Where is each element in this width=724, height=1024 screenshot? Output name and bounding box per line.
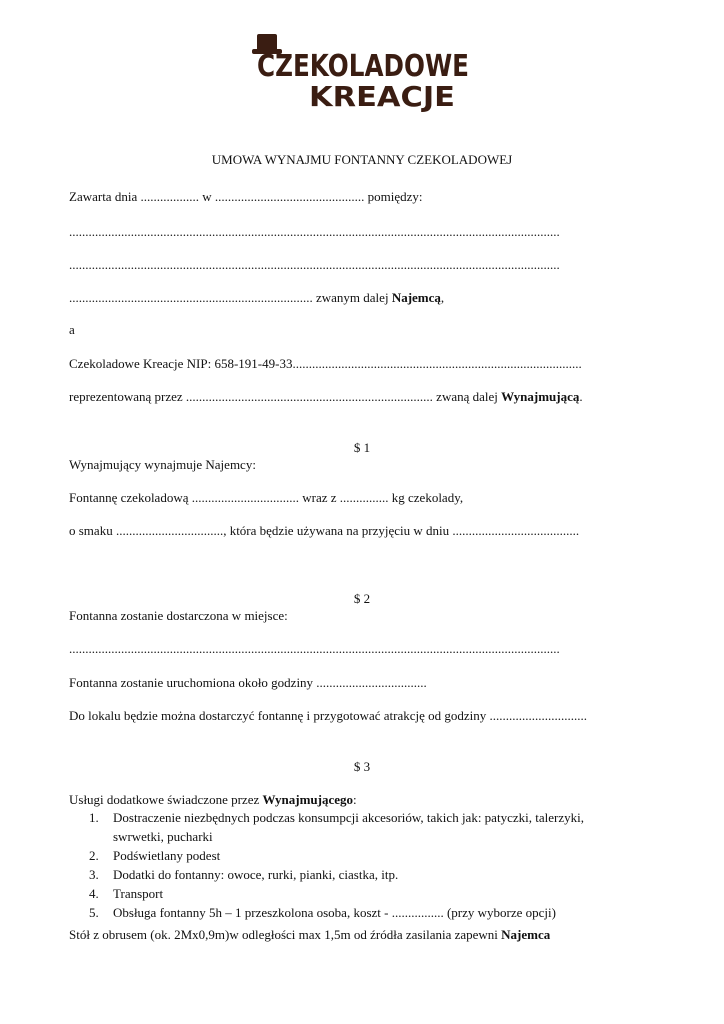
wynajmujaca-label: Wynajmującą bbox=[501, 389, 580, 404]
najemca-line bbox=[69, 290, 655, 306]
list-item-text: Podświetlany podest bbox=[113, 848, 221, 863]
representative-prefix: reprezentowaną przez ............................................................................ zwaną dalej bbox=[69, 389, 502, 404]
party-dots-line-2: ....................................................................................................................................................... bbox=[69, 257, 560, 272]
logo-line1: CZEKOLADOWE bbox=[257, 49, 469, 84]
section-2-dots: ....................................................................................................................................................... bbox=[69, 641, 560, 656]
najemca-final-label: Najemca bbox=[501, 927, 551, 942]
services-list bbox=[69, 808, 699, 922]
najemca-suffix: , bbox=[440, 290, 445, 305]
section-2-line-2: Fontanna zostanie uruchomiona około godziny .................................. bbox=[69, 675, 427, 690]
list-item-number: 3. bbox=[89, 867, 99, 882]
list-item-number: 5. bbox=[89, 905, 99, 920]
table-requirement-prefix: Stół z obrusem (ok. 2Mx0,9m)w odległości max 1,5m od źródła zasilania zapewni bbox=[69, 927, 502, 942]
party-dots-line-1: ....................................................................................................................................................... bbox=[69, 224, 560, 239]
list-item bbox=[89, 808, 699, 827]
section-1-line-3: o smaku ................................., która będzie używana na przyjęciu w dniu ....................................... bbox=[69, 523, 580, 538]
list-item-number: 1. bbox=[89, 810, 99, 825]
section-2-heading: $ 2 bbox=[353, 591, 371, 606]
company-logo bbox=[251, 28, 475, 118]
list-item-text: swrwetki, pucharki bbox=[113, 829, 213, 844]
section-1-line-2: Fontannę czekoladową ................................. wraz z ............... kg czekolady, bbox=[69, 490, 464, 505]
section-3-intro-prefix: Usługi dodatkowe świadczone przez bbox=[69, 792, 263, 807]
list-item bbox=[89, 846, 699, 865]
logo-line2: KREACJE bbox=[309, 80, 455, 113]
wynajmujacego-label: Wynajmującego bbox=[262, 792, 354, 807]
table-requirement-line bbox=[69, 927, 655, 943]
section-3-heading: $ 3 bbox=[353, 759, 371, 774]
list-item-text: Dodatki do fontanny: owoce, rurki, pianki, ciastka, itp. bbox=[113, 867, 399, 882]
representative-line bbox=[69, 389, 655, 405]
logo-graphic bbox=[251, 28, 475, 118]
section-2-line-1: Fontanna zostanie dostarczona w miejsce: bbox=[69, 608, 288, 623]
list-item-text: Obsługa fontanny 5h – 1 przeszkolona osoba, koszt - ................ (przy wyborze opcji) bbox=[113, 905, 556, 920]
section-2-line-3: Do lokalu będzie można dostarczyć fontannę i przygotować atrakcję od godziny .............................. bbox=[69, 708, 588, 723]
list-item bbox=[89, 884, 699, 903]
representative-suffix: . bbox=[579, 389, 583, 404]
company-line: Czekoladowe Kreacje NIP: 658-191-49-33......................................................................................... bbox=[69, 356, 582, 371]
list-item bbox=[89, 903, 699, 922]
najemca-label: Najemcą bbox=[391, 290, 441, 305]
section-1-heading: $ 1 bbox=[353, 440, 371, 455]
section-3-intro-suffix: : bbox=[353, 792, 357, 807]
list-item-number: 4. bbox=[89, 886, 99, 901]
section-1-line-1: Wynajmujący wynajmuje Najemcy: bbox=[69, 457, 256, 472]
section-3-intro bbox=[69, 792, 655, 808]
najemca-prefix: ........................................................................... zwanym dalej bbox=[69, 290, 392, 305]
list-item bbox=[113, 827, 699, 846]
list-item bbox=[89, 865, 699, 884]
list-item-text: Dostraczenie niezbędnych podczas konsumpcji akcesoriów, takich jak: patyczki, talerzyki, bbox=[113, 810, 584, 825]
list-item-text: Transport bbox=[113, 886, 164, 901]
conjunction-a: a bbox=[69, 322, 75, 337]
list-item-number: 2. bbox=[89, 848, 99, 863]
contract-date-place: Zawarta dnia .................. w .............................................. pomiędzy: bbox=[69, 189, 423, 204]
contract-title: UMOWA WYNAJMU FONTANNY CZEKOLADOWEJ bbox=[211, 152, 513, 167]
